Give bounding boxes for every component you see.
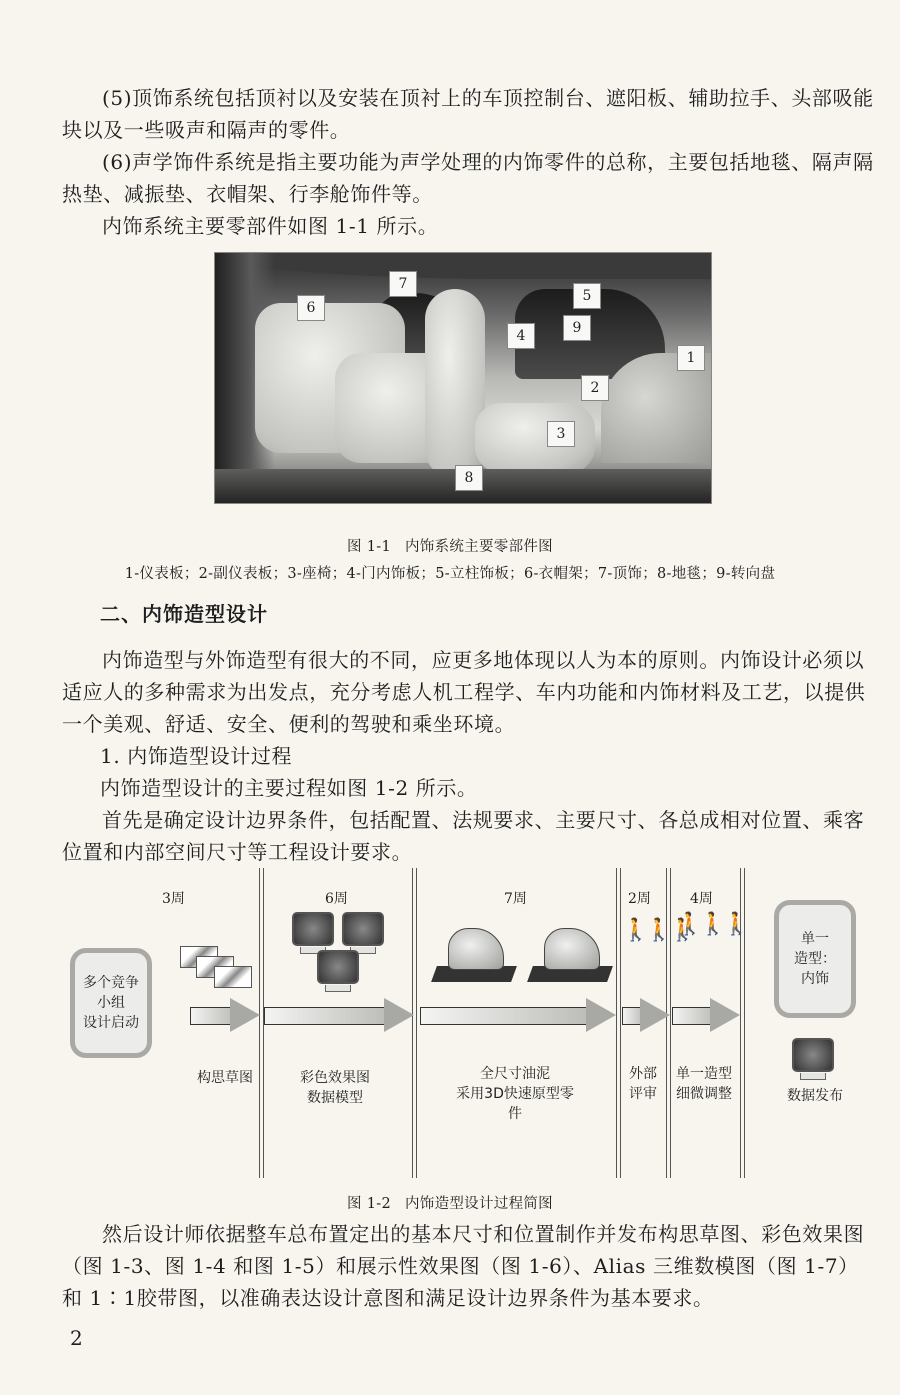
process-ref-paragraph: 内饰造型设计的主要过程如图 1-2 所示。: [100, 776, 478, 800]
tag-8: 8: [455, 465, 483, 491]
boundary-conditions-paragraph: 首先是确定设计边界条件，包括配置、法规要求、主要尺寸、各总成相对位置、乘客位置和内部空间尺寸等工程设计要求。: [62, 808, 865, 864]
figure1-caption: 图 1-1 内饰系统主要零部件图: [347, 539, 553, 555]
stage-label-review: 外部 评审: [629, 1066, 657, 1102]
reviewers-icon: 🚶🚶🚶: [622, 918, 693, 943]
tag-7: 7: [389, 271, 417, 297]
arrow-stage-2: [264, 998, 414, 1032]
process-diagram: [0, 868, 900, 1188]
closing-paragraph: 然后设计师依据整车总布置定出的基本尺寸和位置制作并发布构思草图、彩色效果图（图 1-3、图 1-4 和图 1-5）和展示性效果图（图 1-6）、Alias 三维数模图（图 1-7）和 1∶1胶带图，以准确表达设计意图和满足设计边界条件为基本要求。: [62, 1222, 865, 1310]
figure1-legend: 1-仪表板；2-副仪表板；3-座椅；4-门内饰板；5-立柱饰板；6-衣帽架；7-顶饰；8-地毯；9-转向盘: [124, 566, 776, 582]
clay-model-icon: [530, 926, 610, 982]
stage-label-rendering: 彩色效果图 数据模型: [300, 1070, 370, 1106]
arrow-stage-3: [420, 998, 616, 1032]
monitor-icon: [342, 912, 384, 946]
end-box: 单一 造型： 内饰: [774, 900, 856, 1018]
section-heading: 二、内饰造型设计: [100, 602, 268, 626]
duration-2w: 2周: [628, 891, 651, 907]
paragraph-acoustic-trim: (6)声学饰件系统是指主要功能为声学处理的内饰零件的总称，主要包括地毯、隔声隔热垫、减振垫、衣帽架、行李舱饰件等。: [62, 150, 874, 206]
sketch-icon: [214, 966, 252, 988]
duration-6w: 6周: [325, 891, 348, 907]
tag-3: 3: [547, 421, 575, 447]
stage-label-clay: 全尺寸油泥 采用3D快速原型零 件: [456, 1066, 574, 1122]
section-intro: 内饰造型与外饰造型有很大的不同，应更多地体现以人为本的原则。内饰设计必须以适应人的多种需求为出发点，充分考虑人机工程学、车内功能和内饰材料及工艺，以提供一个美观、舒适、安全、便利的驾驶和乘坐环境。: [62, 648, 866, 736]
page-number: 2: [70, 1326, 83, 1350]
arrow-stage-5: [672, 998, 740, 1032]
arrow-stage-1: [190, 998, 260, 1032]
figure2-caption: 图 1-2 内饰造型设计过程简图: [347, 1196, 553, 1212]
paragraph-roof-trim: (5)顶饰系统包括顶衬以及安装在顶衬上的车顶控制台、遮阳板、辅助拉手、头部吸能块以及一些吸声和隔声的零件。: [62, 86, 874, 142]
monitor-icon: [292, 912, 334, 946]
tag-4: 4: [507, 323, 535, 349]
tag-9: 9: [563, 315, 591, 341]
subsection-heading: 1. 内饰造型设计过程: [100, 744, 293, 768]
tag-2: 2: [581, 375, 609, 401]
data-monitor-icon: [792, 1038, 834, 1072]
monitor-icon: [317, 950, 359, 984]
paragraph-figure-ref: 内饰系统主要零部件如图 1-1 所示。: [102, 214, 439, 238]
stage-label-sketch: 构思草图: [197, 1070, 253, 1086]
duration-7w: 7周: [504, 891, 527, 907]
start-box: 多个竞争 小组 设计启动: [70, 948, 152, 1058]
tag-6: 6: [297, 295, 325, 321]
clay-model-icon: [434, 926, 514, 982]
review-team-icon: 🚶🚶🚶: [676, 912, 747, 937]
stage-label-refine: 单一造型 细微调整: [676, 1066, 732, 1102]
duration-3w: 3周: [162, 891, 185, 907]
car-interior-photo: [214, 252, 712, 504]
stage-label-release: 数据发布: [787, 1088, 843, 1104]
arrow-stage-4: [622, 998, 666, 1032]
duration-4w: 4周: [690, 891, 713, 907]
tag-1: 1: [677, 345, 705, 371]
tag-5: 5: [573, 283, 601, 309]
